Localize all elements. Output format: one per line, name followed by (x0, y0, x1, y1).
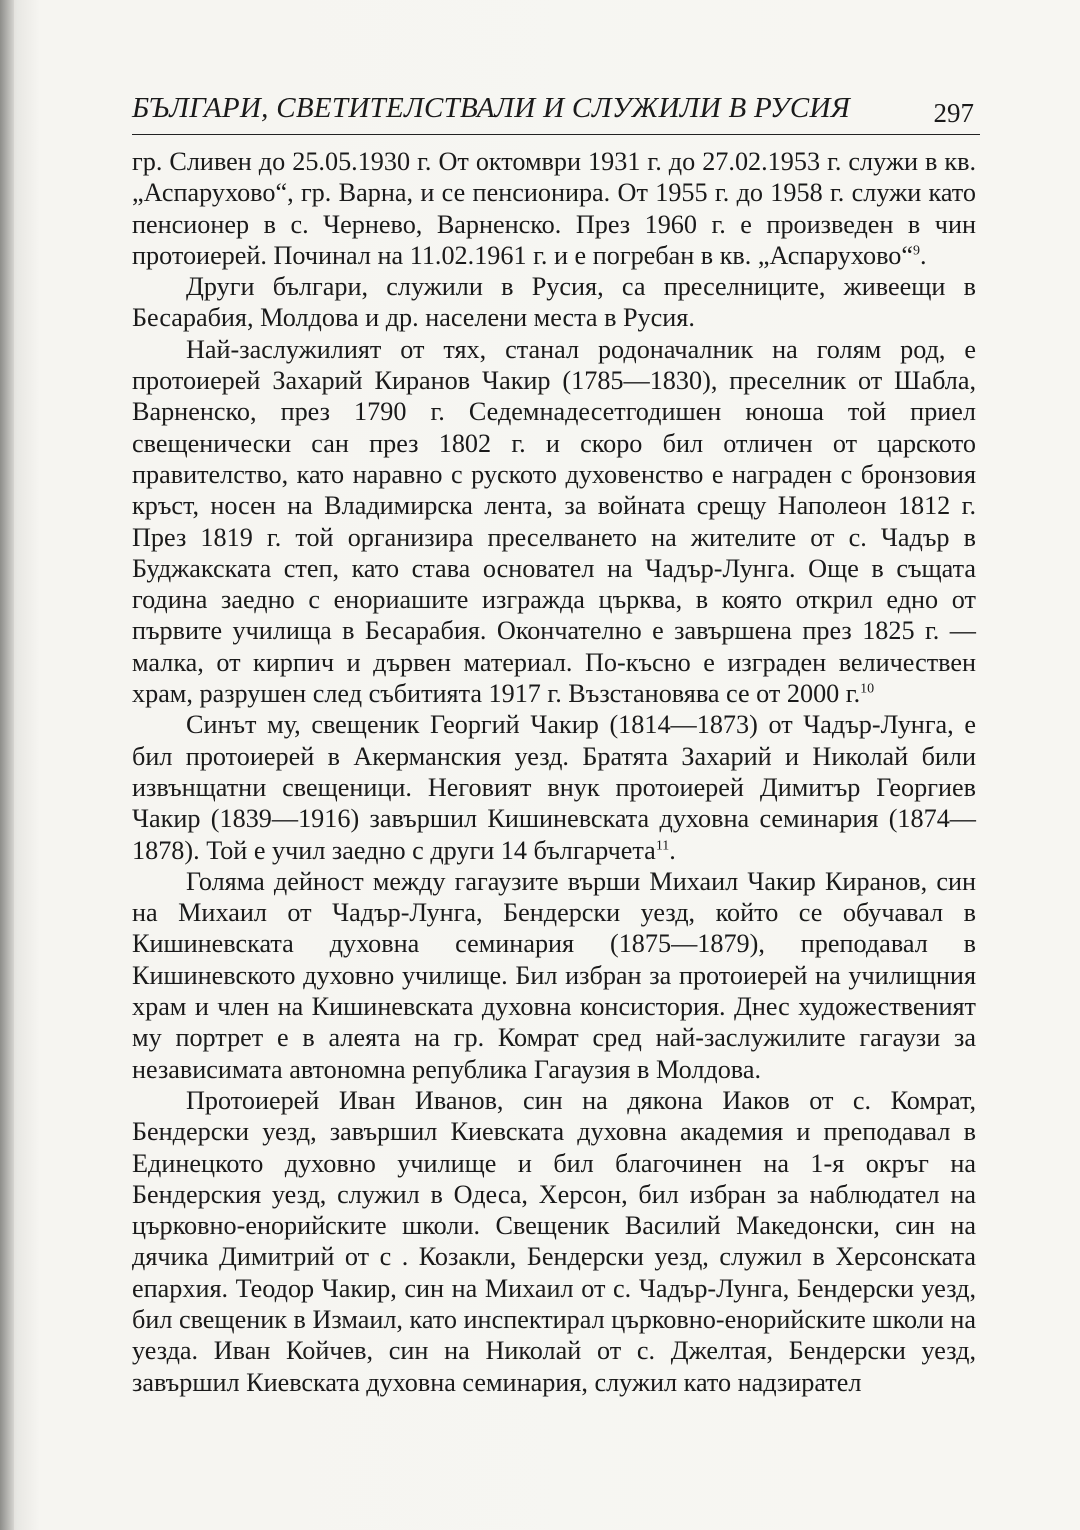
paragraph-text: Протоиерей Иван Иванов, син на дякона Иаков от с. Комрат, Бендерски уезд, завършил Киевската духовна академия и преподавал в Единецкото духовно училище и бил благочинен на 1-я окръг на Бендерския уезд, служил в Одеса, Херсон, бил избран за наблюдател на църковно-енорийските школи. Свещеник Василий Македонски, син на дячика Димитрий от с . Козакли, Бендерски уезд, служил в Херсонската епархия. Теодор Чакир, син на Михаил от с. Чадър-Лунга, Бендерски уезд, бил свещеник в Измаил, като инспектирал църковно-енорийските школи на уезда. Иван Койчев, син на Николай от с. Джелтая, Бендерски уезд, завършил Киевската духовна семинария, служил като надзирател (132, 1085, 976, 1397)
page-number: 297 (933, 98, 974, 128)
paragraph-2 (132, 271, 976, 334)
paragraph-6 (132, 1085, 976, 1398)
text-body (132, 146, 976, 1398)
paragraph-text: Синът му, свещеник Георгий Чакир (1814—1873) от Чадър-Лунга, е бил протоиерей в Акерманския уезд. Братята Захарий и Николай били извънщатни свещеници. Неговият внук протоиерей Димитър Георгиев Чакир (1839—1916) завършил Кишиневската духовна семинария (1874—1878). Той е учил заедно с други 14 българчета (132, 710, 976, 865)
binding-shadow (0, 0, 14, 1530)
paragraph-text: Най-заслужилият от тях, станал родоначалник на голям род, е протоиерей Захарий Киранов Чакир (1785—1830), преселник от Шабла, Варненско, през 1790 г. Седемнадесетгодишен юноша той приел свещенически сан през 1802 г. и скоро бил отличен от царското правителство, като наравно с руското духовенство е награден с бронзовия кръст, носен на Владимирска лента, за войната срещу Наполеон 1812 г. През 1819 г. той организира преселването на жителите от с. Чадър в Буджакската степ, като става основател на Чадър-Лунга. Още в същата година заедно с енориашите изгражда църква, в която открил едно от първите училища в Бесарабия. Окончателно е завършена през 1825 г. — малка, от кирпич и дървен материал. По-късно е изграден величествен храм, разрушен след събитията 1917 г. Възстановява се от 2000 г. (132, 334, 976, 709)
paragraph-text: гр. Сливен до 25.05.1930 г. От октомври 1931 г. до 27.02.1953 г. служи в кв. „Аспарухово“, гр. Варна, и се пенсионира. От 1955 г. до 1958 г. служи като пенсионер в с. Чернево, Варненско. През 1960 г. е произведен в чин протоиерей. Починал на 11.02.1961 г. и е погребан в кв. „Аспарухово“ (132, 147, 976, 270)
paragraph-text: Други българи, служили в Русия, са преселниците, живеещи в Бесарабия, Молдова и др. населени места в Русия. (132, 272, 976, 333)
footnote-ref-11: 11 (655, 837, 670, 853)
paragraph-3 (132, 334, 976, 710)
paragraph-1 (132, 146, 976, 271)
paragraph-tail: . (669, 835, 676, 865)
footnote-ref-9: 9 (912, 243, 920, 259)
footnote-ref-10: 10 (860, 681, 875, 697)
paragraph-4 (132, 709, 976, 865)
paragraph-5 (132, 866, 976, 1085)
running-title: БЪЛГАРИ, СВЕТИТЕЛСТВАЛИ И СЛУЖИЛИ В РУСИЯ (132, 92, 851, 124)
paragraph-tail: . (919, 240, 927, 270)
paragraph-text: Голяма дейност между гагаузите върши Михаил Чакир Киранов, син на Михаил от Чадър-Лунга, Бендерски уезд, който се обучавал в Кишиневската духовна семинария (1875—1879), преподавал в Кишиневското духовно училище. Бил избран за протоиерей на училищния храм и член на Кишиневската духовна консистория. Днес художественият му портрет е в алеята на гр. Комрат сред най-заслужилите гагаузи за независимата автономна република Гагаузия в Молдова. (132, 866, 976, 1084)
running-header (132, 90, 980, 135)
